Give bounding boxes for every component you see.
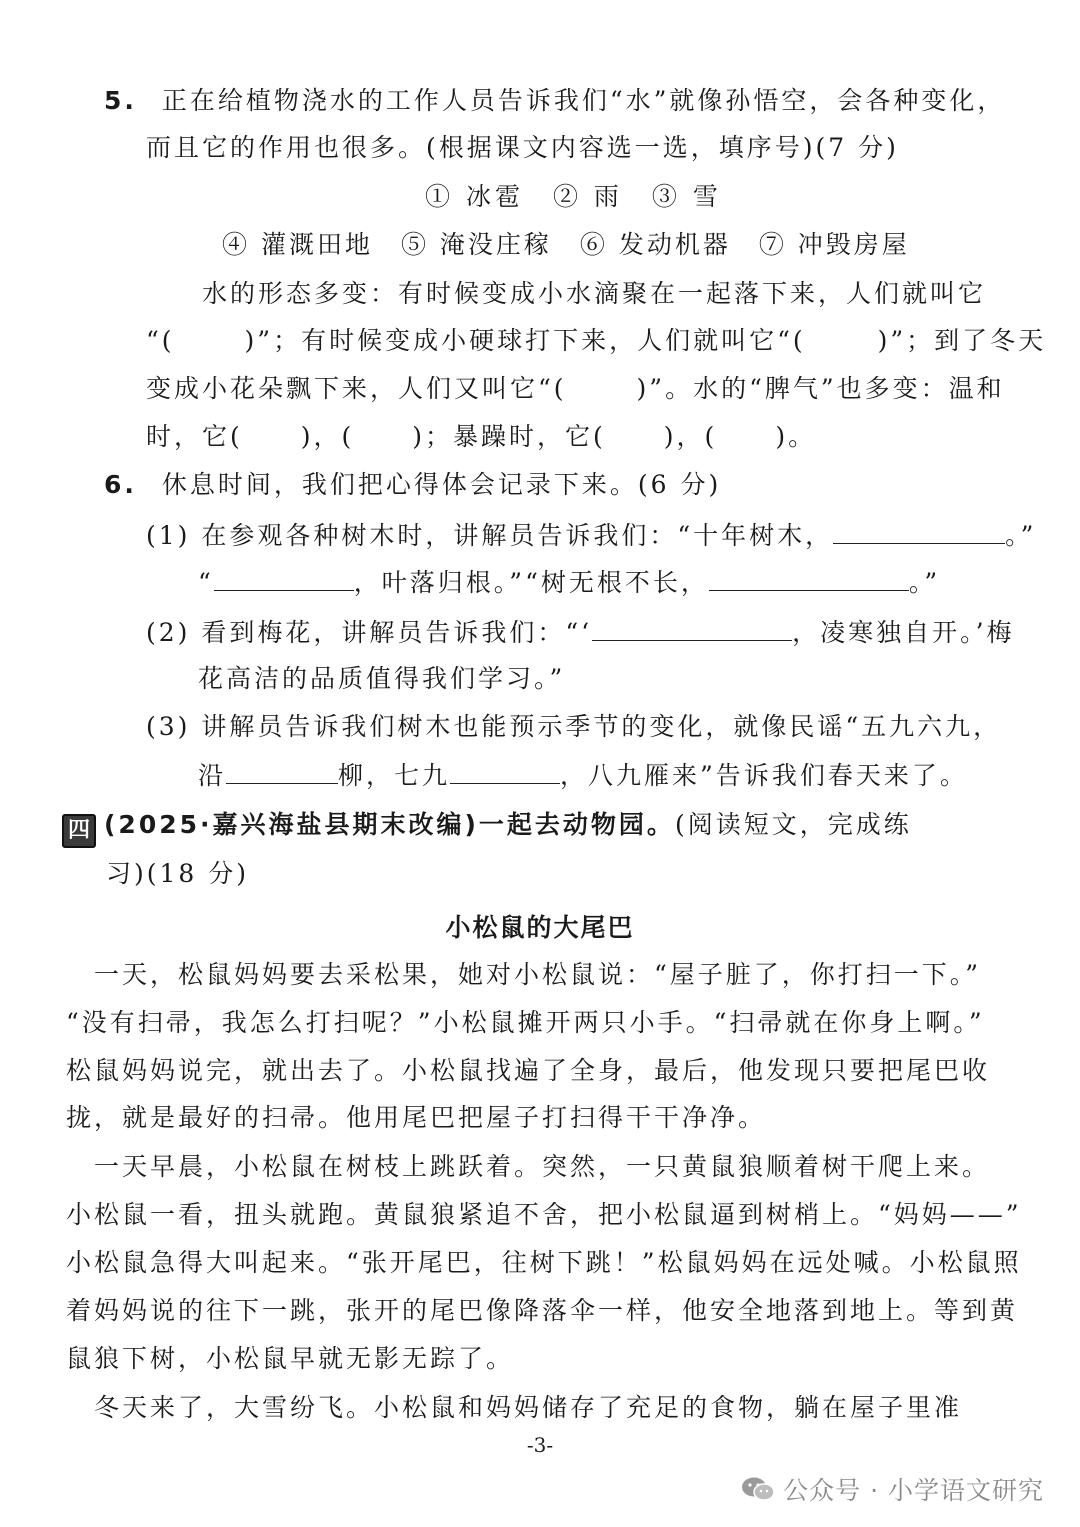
q6-fill-blank-3[interactable] xyxy=(709,564,909,591)
passage-line: 冬天来了，大雪纷飞。小松鼠和妈妈储存了充足的食物，躺在屋子里准 xyxy=(66,1393,963,1422)
passage-line: 鼠狼下树，小松鼠早就无影无踪了。 xyxy=(66,1344,515,1373)
q6-text: 沿 xyxy=(198,761,227,790)
q6-sub-2-line-2: 花高洁的品质值得我们学习。” xyxy=(198,664,566,693)
watermark xyxy=(741,1471,1044,1507)
q6-text: 。” xyxy=(908,568,941,597)
q6-text: (2) 看到梅花，讲解员告诉我们：“‘ xyxy=(146,618,593,647)
q6-sub-3-line-1: (3) 讲解员告诉我们树木也能预示季节的变化，就像民谣“五九六九， xyxy=(146,712,1002,741)
q5-text: )；暴躁时，它( xyxy=(412,422,606,451)
passage-title: 小松鼠的大尾巴 xyxy=(445,913,635,942)
q5-text: 变成小花朵飘下来，人们又叫它“( xyxy=(146,374,567,403)
page-number: -3- xyxy=(526,1433,554,1457)
passage-line: “没有扫帚，我怎么打扫呢？”小松鼠摊开两只小手。“扫帚就在你身上啊。” xyxy=(66,1008,985,1037)
passage-line: 松鼠妈妈说完，就出去了。小松鼠找遍了全身，最后，他发现只要把尾巴收 xyxy=(66,1056,991,1085)
q5-line-2: 而且它的作用也很多。(根据课文内容选一选，填序号)(7 分) xyxy=(146,133,899,162)
q5-para-4 xyxy=(146,420,816,454)
q5-text: )”；到了冬天 xyxy=(877,326,1047,355)
q6-sub-2-line-1 xyxy=(146,614,1015,650)
q5-para-1: 水的形态多变：有时候变成小水滴聚在一起落下来，人们就叫它 xyxy=(202,279,987,308)
q6-text: ，叶落归根。”“树无根不长， xyxy=(353,568,709,597)
q6-fill-blank-4[interactable] xyxy=(592,614,792,641)
q6-sub-3-line-2 xyxy=(198,757,968,793)
q6-sub-1-line-1 xyxy=(146,517,1036,553)
passage-line: 小松鼠一看，扭头就跑。黄鼠狼紧追不舍，把小松鼠逼到树梢上。“妈妈——” xyxy=(66,1200,1022,1229)
q6-fill-blank-2[interactable] xyxy=(214,564,354,591)
q5-line-1 xyxy=(104,84,1005,118)
q6-fill-blank-1[interactable] xyxy=(833,517,1005,544)
q6-text: (1) 在参观各种树木时，讲解员告诉我们：“十年树木， xyxy=(146,521,834,550)
q5-para-2 xyxy=(146,324,1046,358)
q6-intro: 休息时间，我们把心得体会记录下来。(6 分) xyxy=(161,470,722,499)
section-4-heading xyxy=(62,808,912,848)
q6-sub-1-line-2 xyxy=(198,564,940,600)
q5-text: )，( xyxy=(300,422,355,451)
q5-number: 5. xyxy=(104,86,137,115)
q6-line-intro xyxy=(104,468,721,502)
q5-text: )”；有时候变成小硬球打下来，人们就叫它“( xyxy=(244,326,806,355)
q5-text: )。 xyxy=(775,422,817,451)
q5-text: )，( xyxy=(663,422,718,451)
q6-text: ，八九雁来”告诉我们春天来了。 xyxy=(560,761,968,790)
passage-line: 着妈妈说的往下一跳，张开的尾巴像降落伞一样，他安全地落到地上。等到黄 xyxy=(66,1296,1019,1325)
passage-line: 一天，松鼠妈妈要去采松果，她对小松鼠说：“屋子脏了，你打扫一下。” xyxy=(66,960,982,989)
section-4-title: (2025·嘉兴海盐县期末改编)一起去动物园。 xyxy=(104,810,675,839)
q6-text: 。” xyxy=(1005,521,1037,550)
q6-number: 6. xyxy=(104,470,137,499)
passage-line: 一天早晨，小松鼠在树枝上跳跃着。突然，一只黄鼠狼顺着树干爬上来。 xyxy=(66,1152,991,1181)
section-number-icon: 四 xyxy=(62,814,96,848)
wechat-icon xyxy=(741,1476,775,1502)
watermark-text: 公众号 · 小学语文研究 xyxy=(783,1476,1044,1505)
q5-options-row-1: ① 冰雹 ② 雨 ③ 雪 xyxy=(425,182,722,211)
section-4-heading-line-2: 习)(18 分) xyxy=(106,859,250,888)
passage-line: 拢，就是最好的扫帚。他用尾巴把屋子打扫得干干净净。 xyxy=(66,1103,767,1132)
section-4-instruction: (阅读短文，完成练 xyxy=(674,810,912,839)
q5-options-row-2: ④ 灌溉田地 ⑤ 淹没庄稼 ⑥ 发动机器 ⑦ 冲毁房屋 xyxy=(222,230,910,259)
q5-text-1: 正在给植物浇水的工作人员告诉我们“水”就像孙悟空，会各种变化， xyxy=(161,86,1006,115)
q5-text: )”。水的“脾气”也多变：温和 xyxy=(636,374,1005,403)
q6-text: 柳，七九 xyxy=(338,761,451,790)
q5-para-3 xyxy=(146,372,1005,406)
q6-text: ，凌寒独自开。’梅 xyxy=(792,618,1015,647)
q5-text: “( xyxy=(146,326,175,355)
q6-fill-blank-6[interactable] xyxy=(450,757,560,784)
q5-text: 时，它( xyxy=(146,422,243,451)
q6-text: “ xyxy=(198,568,214,597)
q6-fill-blank-5[interactable] xyxy=(226,757,338,784)
passage-line: 小松鼠急得大叫起来。“张开尾巴，往树下跳！”松鼠妈妈在远处喊。小松鼠照 xyxy=(66,1248,1022,1277)
